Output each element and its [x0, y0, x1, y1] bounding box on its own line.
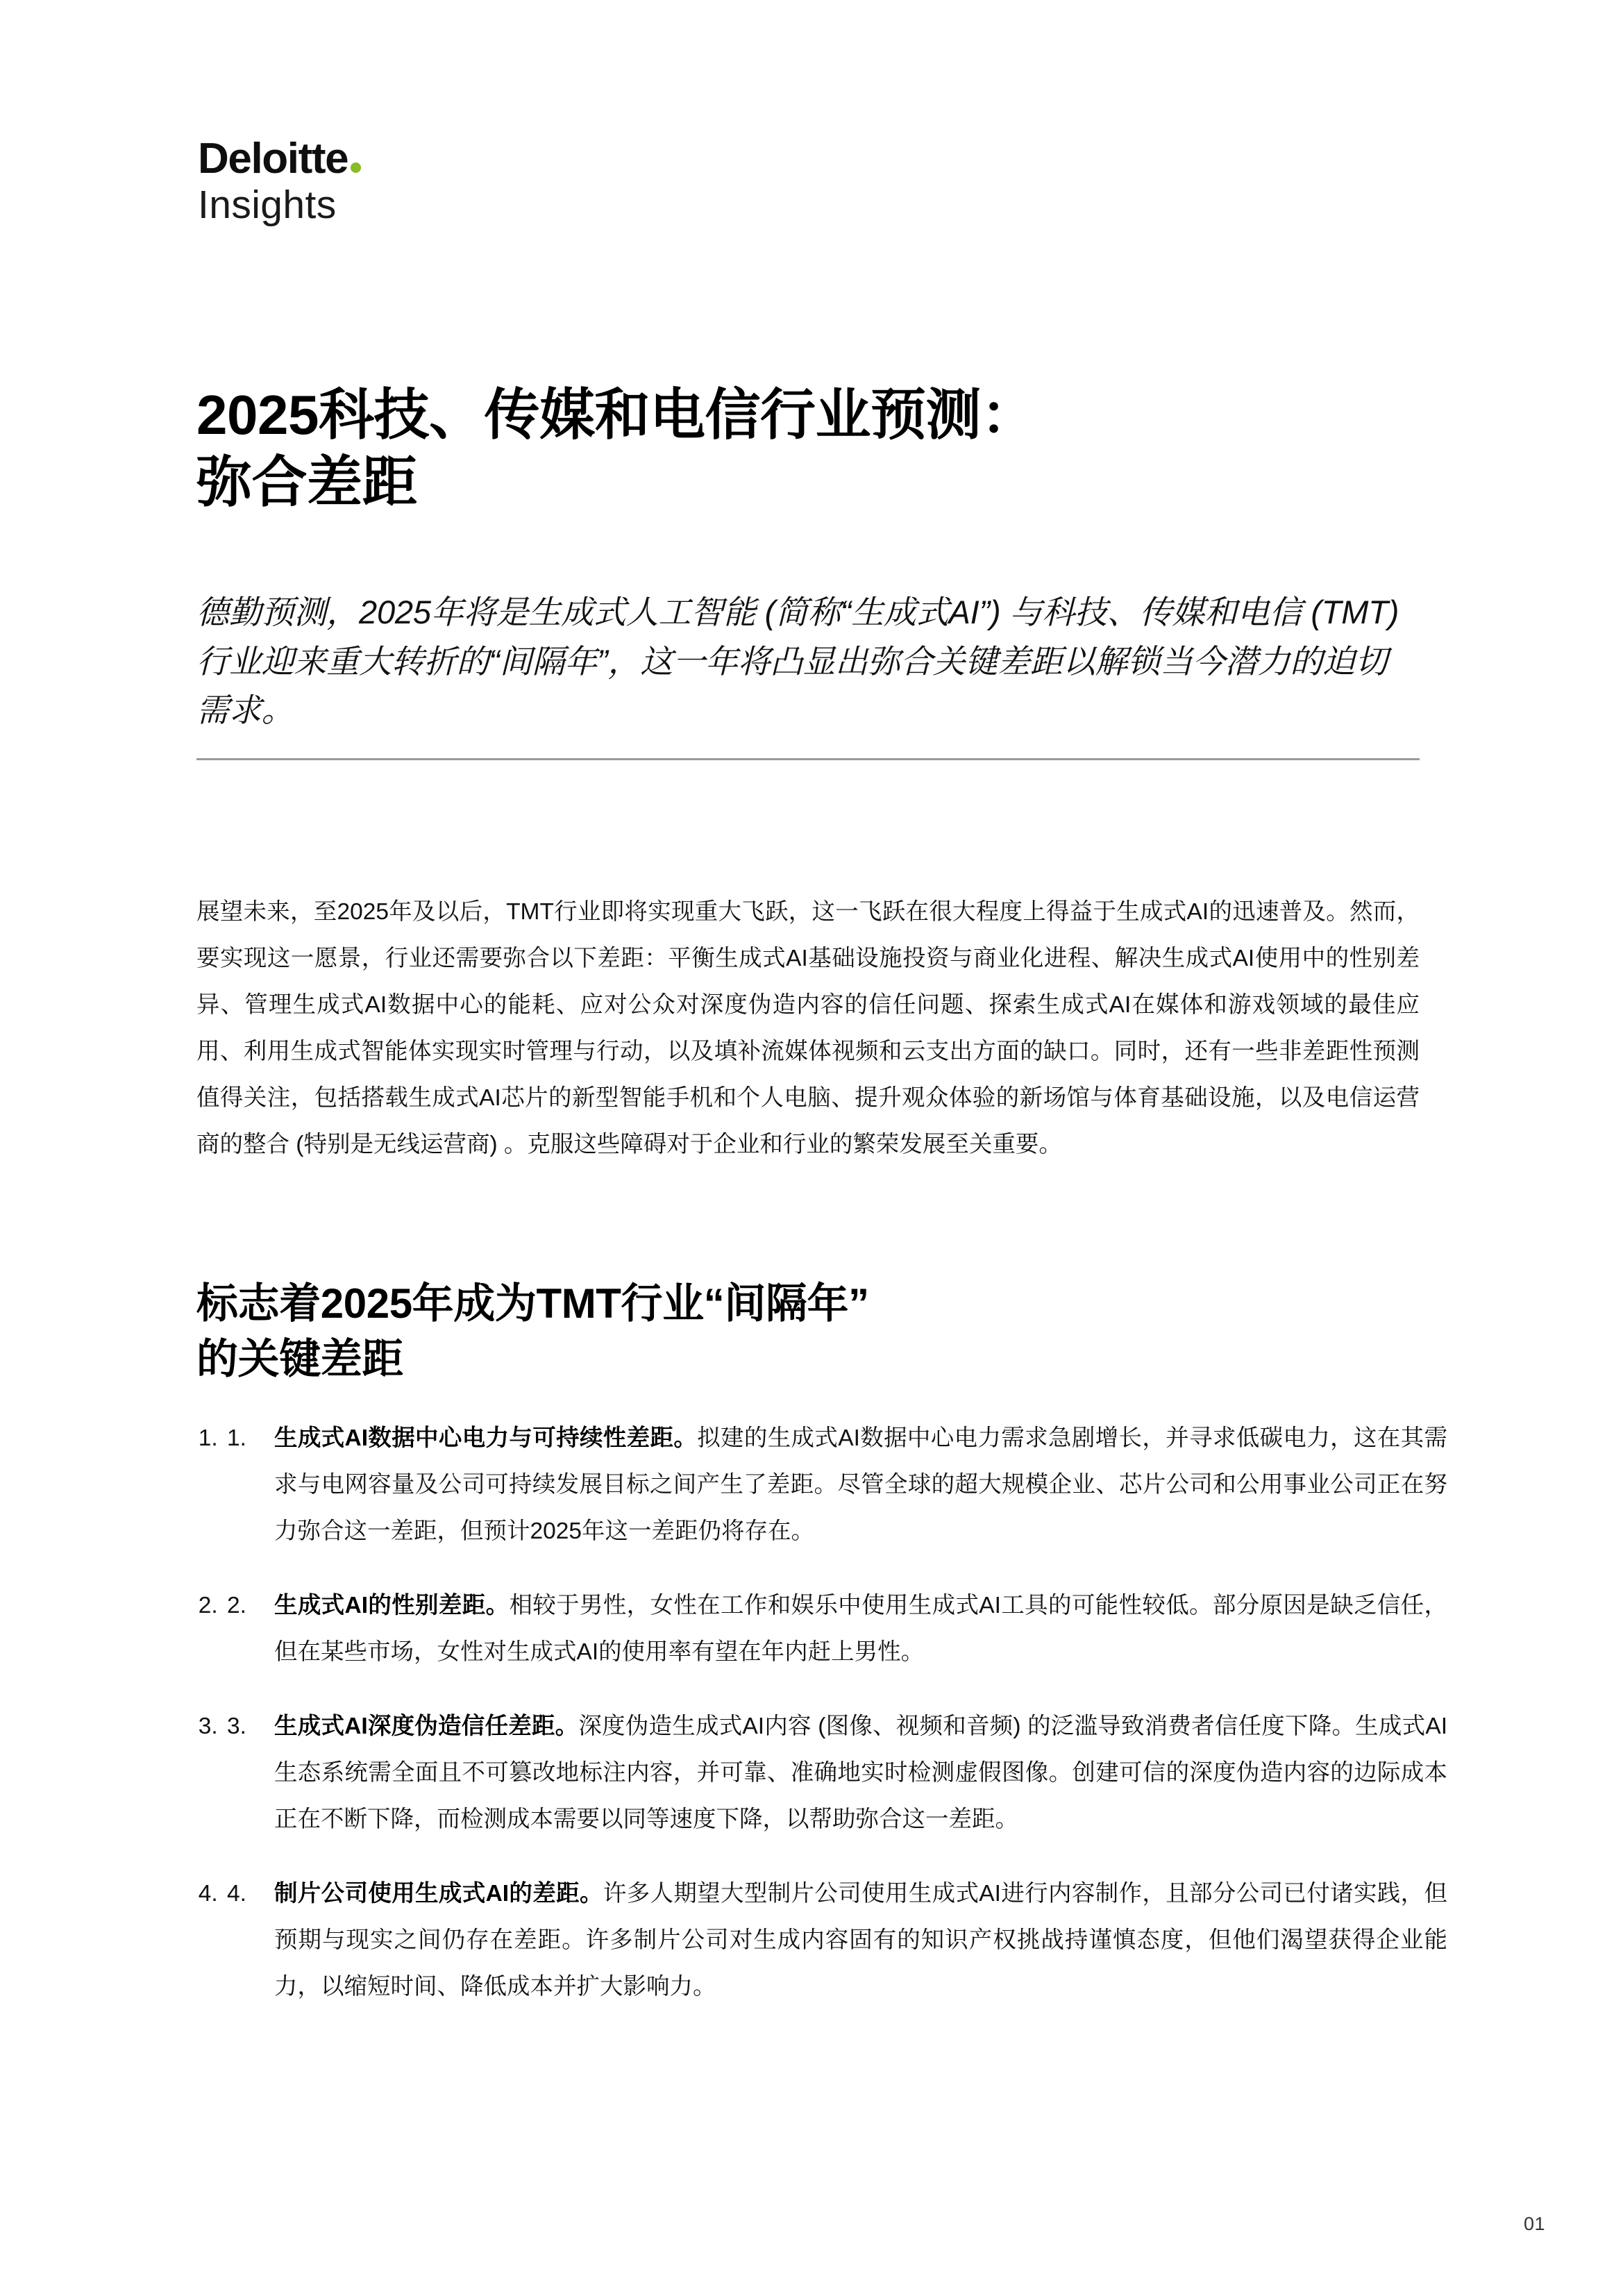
list-item-lead: 生成式AI深度伪造信任差距。 [274, 1713, 579, 1739]
list-item-body: 拟建的生成式AI数据中心电力需求急剧增长，并寻求低碳电力，这在其需求与电网容量及公司可持续发展目标之间产生了差距。尽管全球的超大规模企业、芯片公司和公用事业公司正在努力弥合这一差距，但预计2025年这一差距仍将存在。 [274, 1425, 1447, 1544]
list-item-body: 深度伪造生成式AI内容 (图像、视频和音频) 的泛滥导致消费者信任度下降。生成式AI生态系统需全面且不可篡改地标注内容，并可靠、准确地实时检测虚假图像。创建可信的深度伪造内容的边际成本正在不断下降，而检测成本需要以同等速度下降，以帮助弥合这一差距。 [274, 1713, 1447, 1832]
logo-subbrand: Insights [198, 183, 337, 227]
section-heading-line-1: 标志着2025年成为TMT行业“间隔年” [196, 1280, 869, 1327]
list-item-body: 相较于男性，女性在工作和娱乐中使用生成式AI工具的可能性较低。部分原因是缺乏信任，但在某些市场，女性对生成式AI的使用率有望在年内赶上男性。 [274, 1593, 1447, 1665]
logo-dot-icon [351, 162, 361, 173]
deloitte-insights-logo [198, 137, 489, 226]
logo-wordmark [198, 137, 489, 181]
list-item-lead: 生成式AI的性别差距。 [274, 1593, 510, 1618]
page-title-line-2: 弥合差距 [196, 451, 417, 514]
list-item-lead: 生成式AI数据中心电力与可持续性差距。 [274, 1425, 698, 1451]
list-item [224, 1415, 1447, 1555]
page-subtitle: 德勤预测，2025年将是生成式人工智能 (简称“生成式AI”) 与科技、传媒和电信 (TMT) 行业迎来重大转折的“间隔年”，这一年将凸显出弥合关键差距以解锁当今潜力的迫切需求。 [196, 594, 1399, 728]
gaps-list [196, 1415, 1447, 2038]
section-heading-line-2: 的关键差距 [196, 1335, 403, 1382]
list-item-number: 4. 4. [227, 1881, 246, 1907]
logo-wordmark-text: Deloitte [198, 135, 348, 183]
list-item-body: 许多人期望大型制片公司使用生成式AI进行内容制作，且部分公司已付诸实践，但预期与现实之间仍存在差距。许多制片公司对生成内容固有的知识产权挑战持谨慎态度，但他们渴望获得企业能力，以缩短时间、降低成本并扩大影响力。 [274, 1881, 1447, 2000]
page-number: 01 [1523, 2213, 1545, 2234]
header-divider [196, 758, 1420, 760]
list-item [224, 1703, 1447, 1843]
list-item-lead: 制片公司使用生成式AI的差距。 [274, 1881, 603, 1907]
list-item-number: 1. 1. [227, 1425, 246, 1451]
page-title [196, 381, 1439, 517]
list-item [224, 1582, 1447, 1675]
list-item [224, 1870, 1447, 2010]
page-title-line-1: 2025科技、传媒和电信行业预测： [196, 383, 1036, 446]
list-item-number: 2. 2. [227, 1593, 246, 1618]
list-item-number: 3. 3. [227, 1713, 246, 1739]
intro-paragraph: 展望未来，至2025年及以后，TMT行业即将实现重大飞跃，这一飞跃在很大程度上得益于生成式AI的迅速普及。然而，要实现这一愿景，行业还需要弥合以下差距：平衡生成式AI基础设施投资与商业化进程、解决生成式AI使用中的性别差异、管理生成式AI数据中心的能耗、应对公众对深度伪造内容的信任问题、探索生成式AI在媒体和游戏领域的最佳应用、利用生成式智能体实现实时管理与行动，以及填补流媒体视频和云支出方面的缺口。同时，还有一些非差距性预测值得关注，包括搭载生成式AI芯片的新型智能手机和个人电脑、提升观众体验的新场馆与体育基础设施，以及电信运营商的整合 (特别是无线运营商) 。克服这些障碍对于企业和行业的繁荣发展至关重要。 [196, 898, 1420, 1157]
section-heading [196, 1276, 1420, 1387]
